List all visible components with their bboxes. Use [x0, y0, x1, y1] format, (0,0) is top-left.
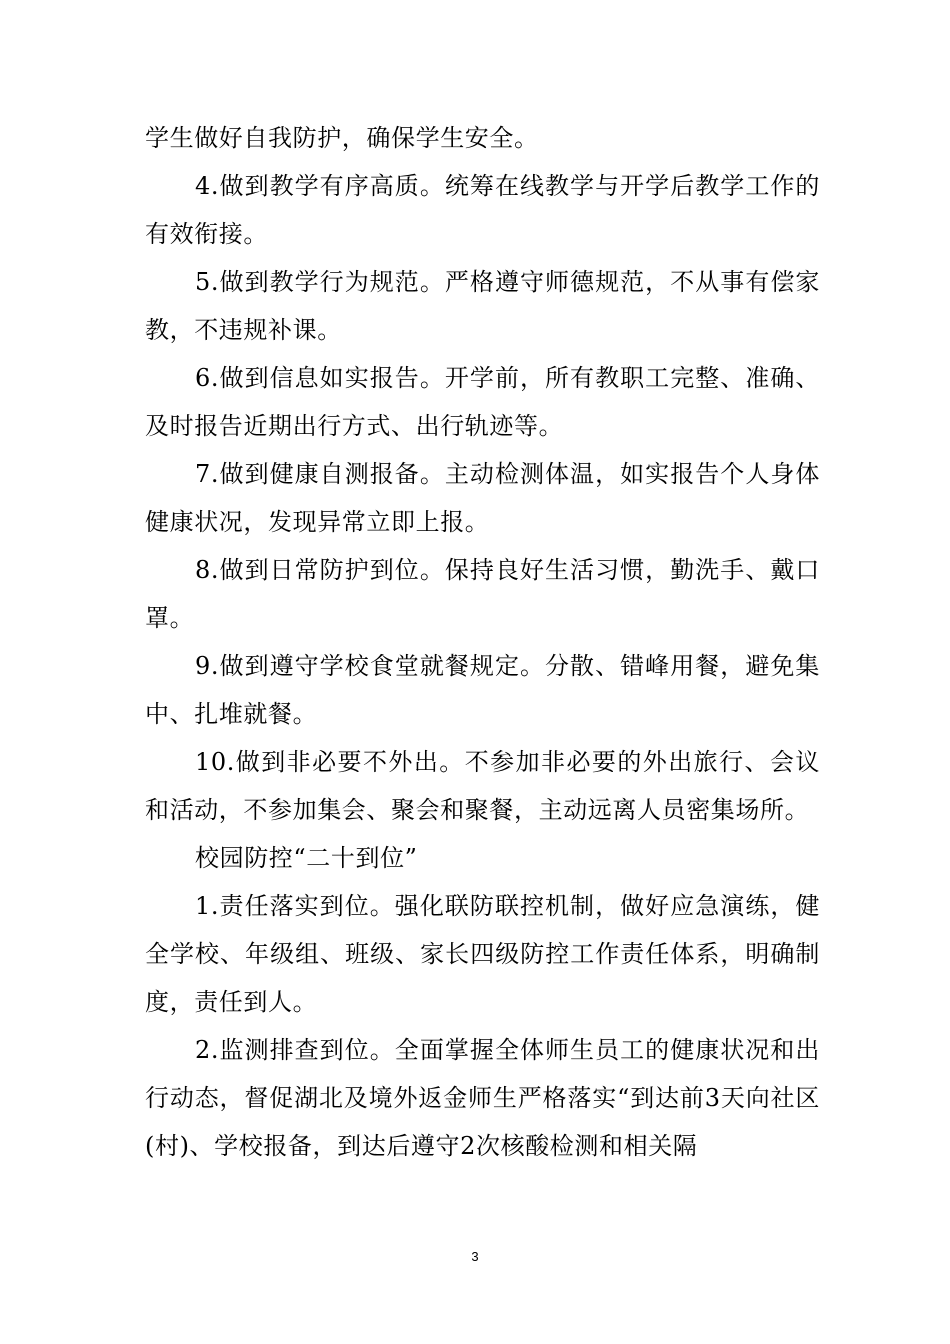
paragraph: 2.监测排查到位。全面掌握全体师生员工的健康状况和出行动态，督促湖北及境外返金师生严格落实“到达前3天向社区(村)、学校报备，到达后遵守2次核酸检测和相关隔 — [145, 1036, 820, 1160]
paragraph: 10.做到非必要不外出。不参加非必要的外出旅行、会议和活动，不参加集会、聚会和聚餐，主动远离人员密集场所。 — [145, 748, 820, 824]
paragraph: 学生做好自我防护，确保学生安全。 — [145, 124, 539, 152]
paragraph: 6.做到信息如实报告。开学前，所有教职工完整、准确、及时报告近期出行方式、出行轨迹等。 — [145, 364, 820, 440]
paragraph: 7.做到健康自测报备。主动检测体温，如实报告个人身体健康状况，发现异常立即上报。 — [145, 460, 820, 536]
paragraph: 9.做到遵守学校食堂就餐规定。分散、错峰用餐，避免集中、扎堆就餐。 — [145, 652, 820, 728]
page-number: 3 — [471, 1249, 479, 1264]
body-text — [145, 114, 820, 1170]
paragraph: 4.做到教学有序高质。统筹在线教学与开学后教学工作的有效衔接。 — [145, 172, 820, 248]
paragraph: 1.责任落实到位。强化联防联控机制，做好应急演练，健全学校、年级组、班级、家长四级防控工作责任体系，明确制度，责任到人。 — [145, 892, 820, 1016]
section-heading: 校园防控“二十到位” — [195, 844, 418, 872]
paragraph: 8.做到日常防护到位。保持良好生活习惯，勤洗手、戴口罩。 — [145, 556, 820, 632]
paragraph: 5.做到教学行为规范。严格遵守师德规范，不从事有偿家教，不违规补课。 — [145, 268, 820, 344]
